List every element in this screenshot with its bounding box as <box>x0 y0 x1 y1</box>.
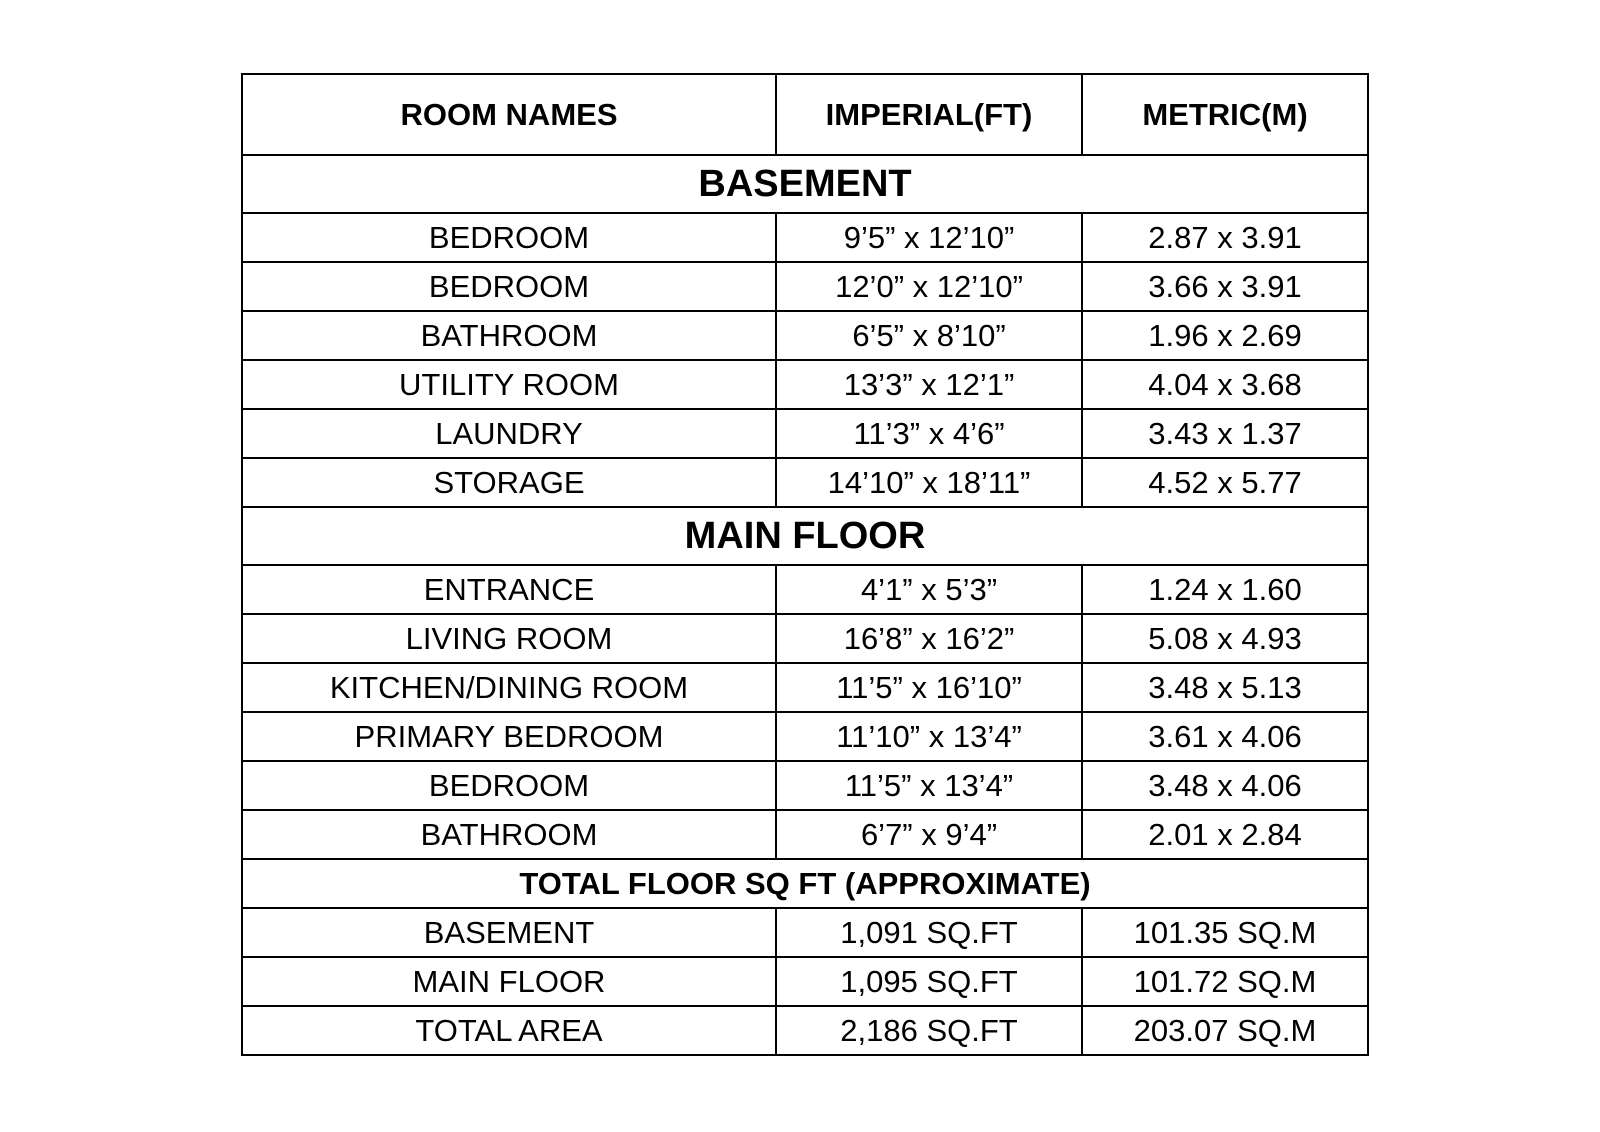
room-name: PRIMARY BEDROOM <box>242 712 776 761</box>
section-row-basement <box>242 155 1368 213</box>
imperial-value: 11’5” x 16’10” <box>776 663 1082 712</box>
room-name: STORAGE <box>242 458 776 507</box>
room-name: BEDROOM <box>242 761 776 810</box>
header-room-names: ROOM NAMES <box>242 74 776 155</box>
imperial-value: 6’5” x 8’10” <box>776 311 1082 360</box>
imperial-value: 14’10” x 18’11” <box>776 458 1082 507</box>
room-name: LIVING ROOM <box>242 614 776 663</box>
metric-value: 5.08 x 4.93 <box>1082 614 1368 663</box>
room-name: BEDROOM <box>242 213 776 262</box>
room-name: KITCHEN/DINING ROOM <box>242 663 776 712</box>
imperial-value: 9’5” x 12’10” <box>776 213 1082 262</box>
metric-value: 4.52 x 5.77 <box>1082 458 1368 507</box>
metric-value: 3.48 x 4.06 <box>1082 761 1368 810</box>
area-name: MAIN FLOOR <box>242 957 776 1006</box>
table-row <box>242 810 1368 859</box>
metric-value: 3.43 x 1.37 <box>1082 409 1368 458</box>
imperial-value: 11’10” x 13’4” <box>776 712 1082 761</box>
section-title-basement: BASEMENT <box>242 155 1368 213</box>
table-row <box>242 614 1368 663</box>
room-name: ENTRANCE <box>242 565 776 614</box>
area-name: TOTAL AREA <box>242 1006 776 1055</box>
table-row <box>242 761 1368 810</box>
imperial-value: 11’5” x 13’4” <box>776 761 1082 810</box>
metric-value: 1.96 x 2.69 <box>1082 311 1368 360</box>
room-dimensions-table <box>241 73 1369 1056</box>
section-title-totals: TOTAL FLOOR SQ FT (APPROXIMATE) <box>242 859 1368 908</box>
imperial-value: 13’3” x 12’1” <box>776 360 1082 409</box>
metric-value: 3.61 x 4.06 <box>1082 712 1368 761</box>
table-row <box>242 712 1368 761</box>
header-metric: METRIC(M) <box>1082 74 1368 155</box>
section-row-totals <box>242 859 1368 908</box>
room-name: UTILITY ROOM <box>242 360 776 409</box>
table-row <box>242 311 1368 360</box>
room-name: BATHROOM <box>242 311 776 360</box>
area-name: BASEMENT <box>242 908 776 957</box>
table-row <box>242 957 1368 1006</box>
room-name: BEDROOM <box>242 262 776 311</box>
imperial-value: 16’8” x 16’2” <box>776 614 1082 663</box>
metric-value: 2.01 x 2.84 <box>1082 810 1368 859</box>
metric-value: 4.04 x 3.68 <box>1082 360 1368 409</box>
imperial-value: 12’0” x 12’10” <box>776 262 1082 311</box>
metric-value: 3.66 x 3.91 <box>1082 262 1368 311</box>
metric-value: 2.87 x 3.91 <box>1082 213 1368 262</box>
table-row <box>242 213 1368 262</box>
table-row <box>242 458 1368 507</box>
table-row <box>242 565 1368 614</box>
table-row <box>242 1006 1368 1055</box>
header-imperial: IMPERIAL(FT) <box>776 74 1082 155</box>
metric-area: 101.35 SQ.M <box>1082 908 1368 957</box>
imperial-area: 2,186 SQ.FT <box>776 1006 1082 1055</box>
imperial-value: 4’1” x 5’3” <box>776 565 1082 614</box>
table-row <box>242 663 1368 712</box>
header-row <box>242 74 1368 155</box>
room-name: BATHROOM <box>242 810 776 859</box>
metric-value: 1.24 x 1.60 <box>1082 565 1368 614</box>
section-title-main-floor: MAIN FLOOR <box>242 507 1368 565</box>
metric-area: 101.72 SQ.M <box>1082 957 1368 1006</box>
imperial-area: 1,095 SQ.FT <box>776 957 1082 1006</box>
imperial-value: 6’7” x 9’4” <box>776 810 1082 859</box>
room-name: LAUNDRY <box>242 409 776 458</box>
imperial-area: 1,091 SQ.FT <box>776 908 1082 957</box>
table-row <box>242 360 1368 409</box>
table-row <box>242 409 1368 458</box>
imperial-value: 11’3” x 4’6” <box>776 409 1082 458</box>
metric-value: 3.48 x 5.13 <box>1082 663 1368 712</box>
table-row <box>242 262 1368 311</box>
section-row-main-floor <box>242 507 1368 565</box>
table-row <box>242 908 1368 957</box>
metric-area: 203.07 SQ.M <box>1082 1006 1368 1055</box>
